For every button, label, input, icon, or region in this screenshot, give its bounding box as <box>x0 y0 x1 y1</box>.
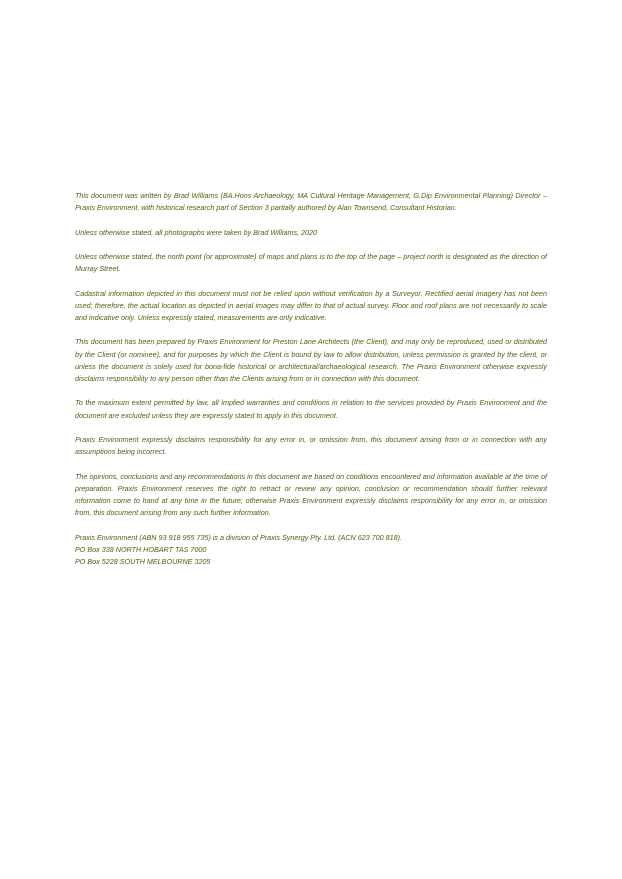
company-details <box>75 532 547 569</box>
usage-paragraph: This document has been prepared by Praxis Environment for Preston Lane Architects (the Client), and may only be reproduced, used or distributed by the Client (or nominee), and for purposes by which the Client is bound by law to allow distribution, unless permission is granted by the client, or unless the document is solely used for bona-fide historical or architectural/archaeological research. The Praxis Environment otherwise expressly disclaims responsibility to any person other than the Clients arising from or in connection with this document. <box>75 337 547 383</box>
authorship-paragraph: This document was written by Brad Williams (BA.Hons Archaeology, MA Cultural Heritage Management, G.Dip Environmental Planning) Director – Praxis Environment, with historical research part of Section 3 partially authored by Alan Townsend, Consultant Historian. <box>75 191 547 213</box>
opinions-paragraph: The opinions, conclusions and any recommendations in this document are based on conditions encountered and information available at the time of preparation. Praxis Environment reserves the right to retract or review any opinion, conclusion or recommendation should further relevant information come to hand at any time in the future; otherwise Praxis Environment expressly disclaims responsibility for any error in, or omission from, this document arising from any such further information. <box>75 471 547 518</box>
north-point-paragraph: Unless otherwise stated, the north point (or approximate) of maps and plans is to the top of the page – project north is designated as the direction of Murray Street. <box>75 251 547 274</box>
disclaimer-block <box>75 190 547 580</box>
cadastral-paragraph: Cadastral information depicted in this document must not be relied upon without verification by a Surveyor. Rectified aerial imagery has not been used; therefore, the actual location as depicted in aerial images may differ to that of actual survey. Floor and roof plans are not necessarily to scale and indicative only. Unless expressly stated, measurements are only indicative. <box>75 288 547 322</box>
photographs-paragraph: Unless otherwise stated, all photographs were taken by Brad Williams, 2020 <box>75 227 318 237</box>
address-melbourne: PO Box 5228 SOUTH MELBOURNE 3205 <box>75 556 211 566</box>
address-hobart: PO Box 338 NORTH HOBART TAS 7000 <box>75 544 207 554</box>
warranties-paragraph: To the maximum extent permitted by law, all implied warranties and conditions in relation to the services provided by Praxis Environment and the document are excluded unless they are expressly stated to apply in this document. <box>75 398 547 420</box>
assumptions-paragraph: Praxis Environment expressly disclaims responsibility for any error in, or omission from, this document arising from or in connection with any assumptions being incorrect. <box>75 434 547 457</box>
company-abn-line: Praxis Environment (ABN 93 918 955 735) is a division of Praxis Synergy Pty. Ltd. (ACN 623 700 818). <box>75 532 403 542</box>
